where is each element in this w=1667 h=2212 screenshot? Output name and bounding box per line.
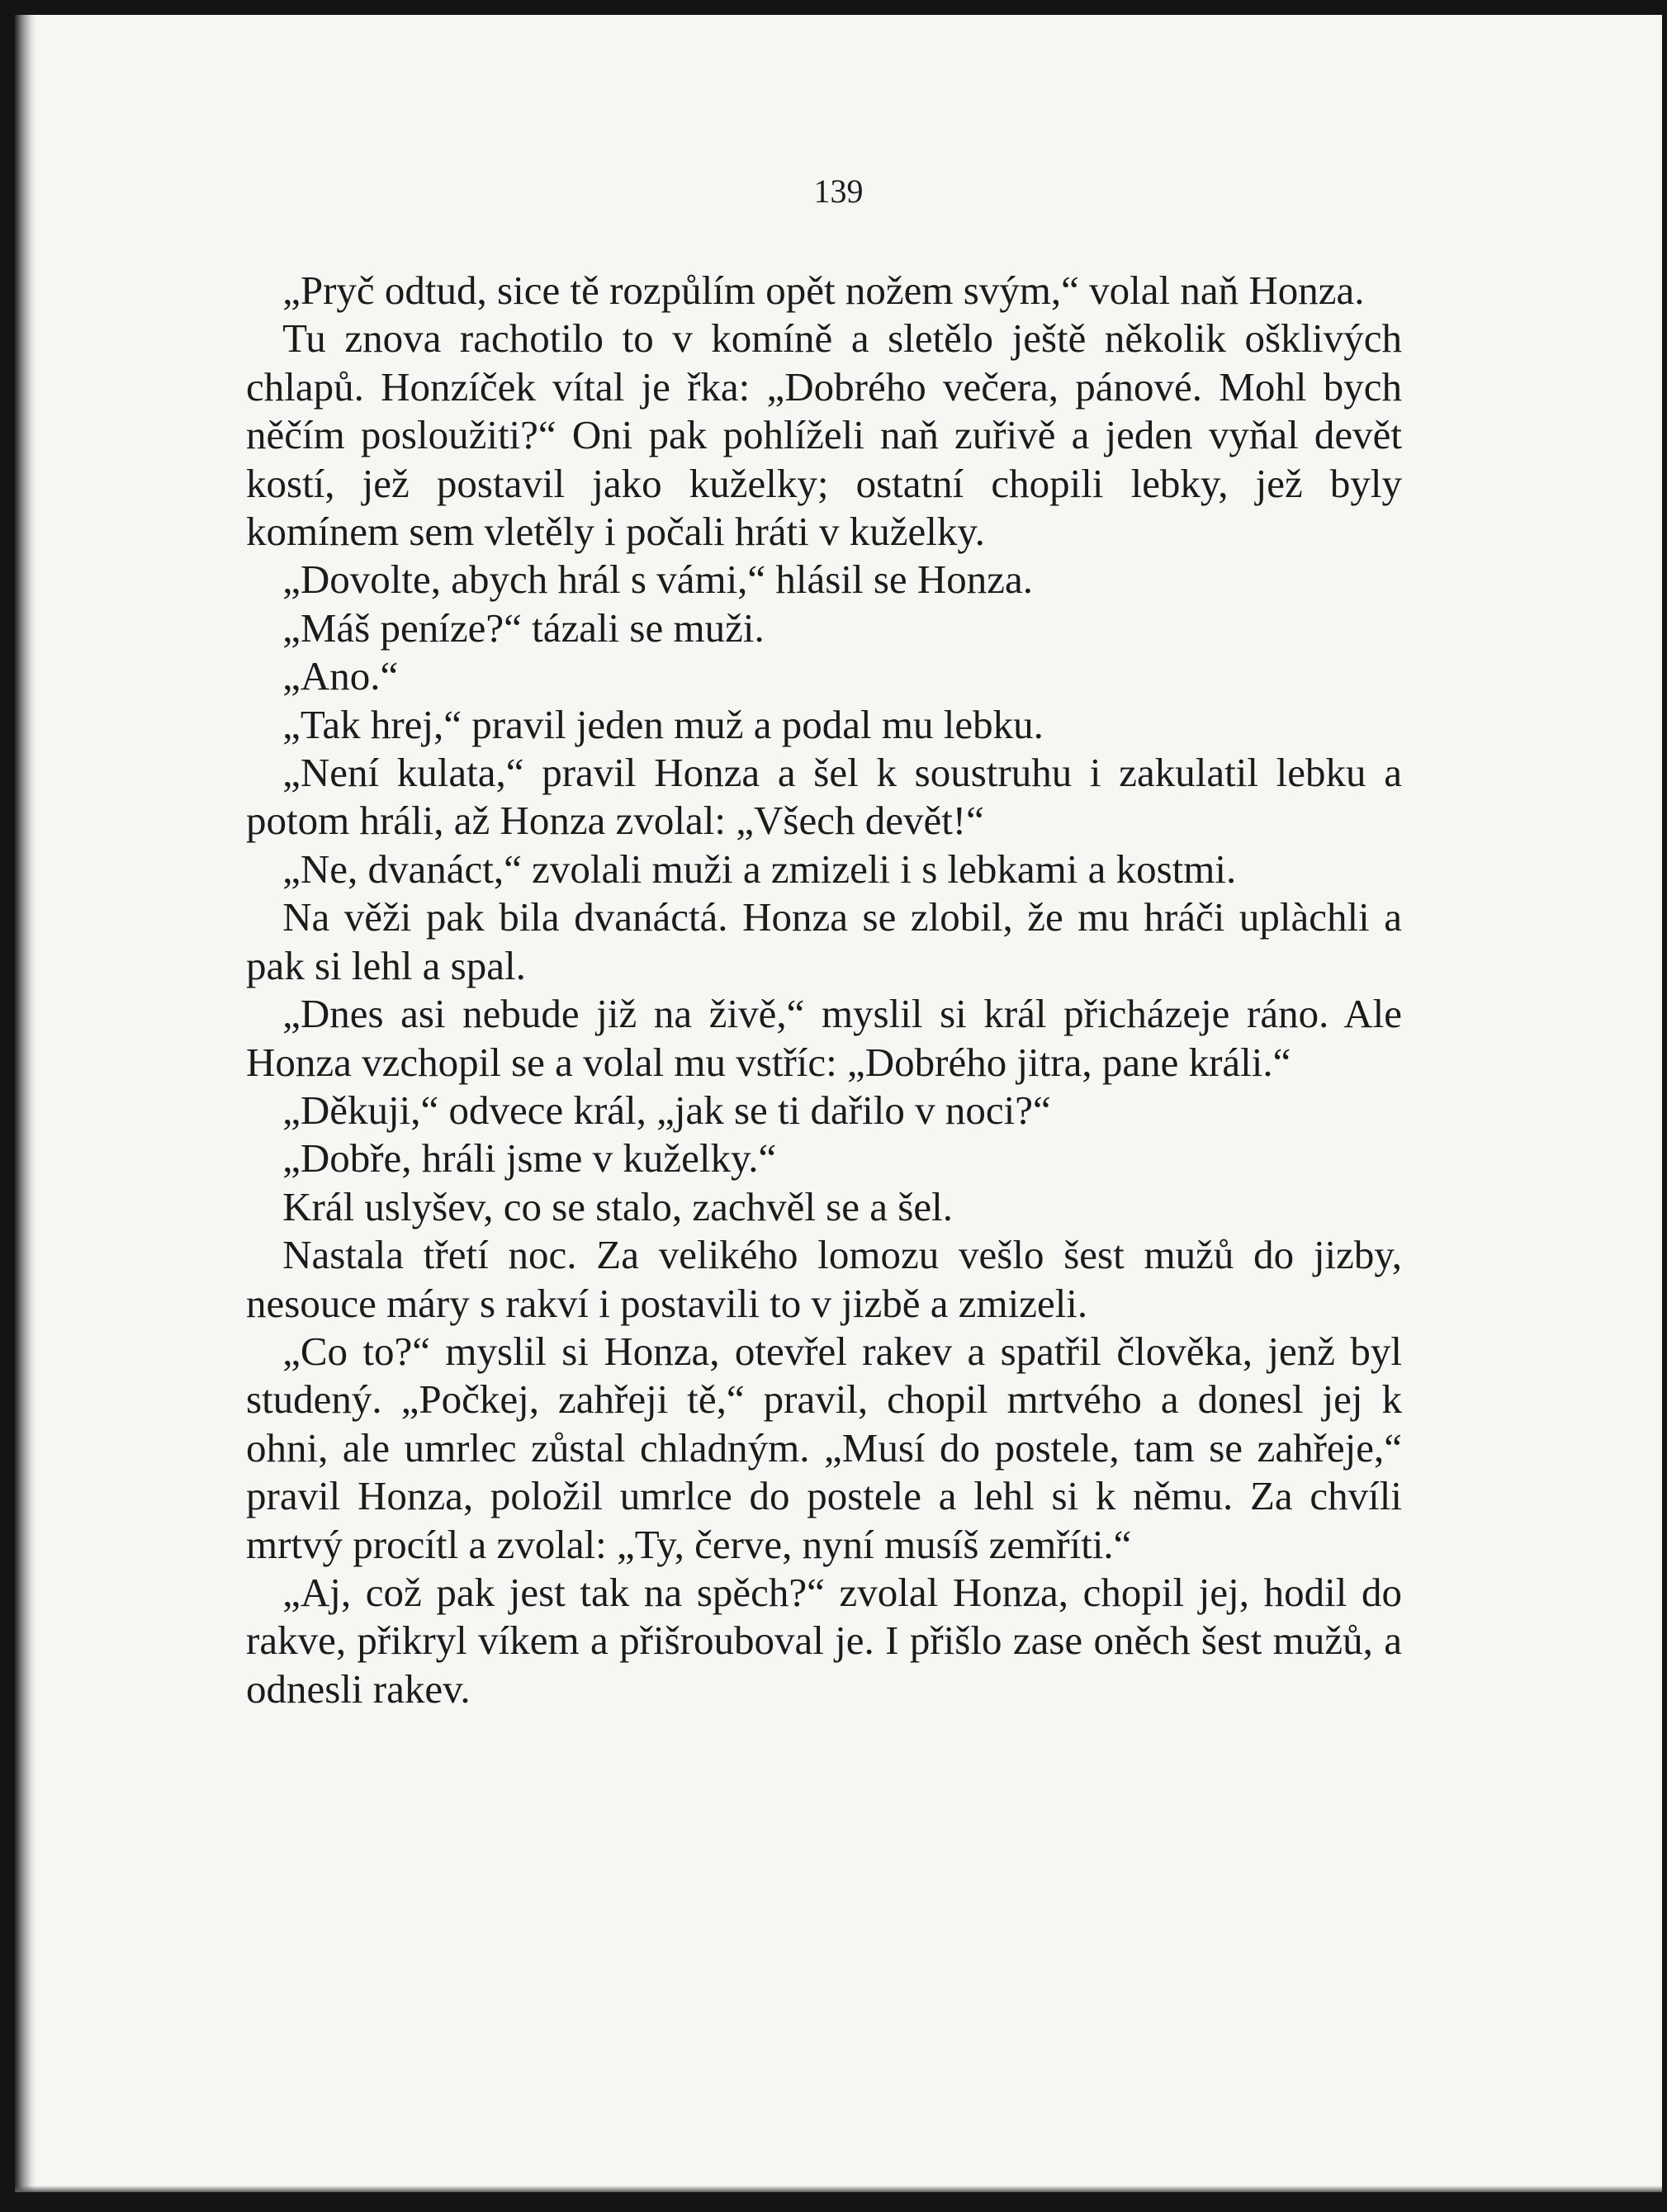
paragraph: Nastala třetí noc. Za velikého lomozu vešlo šest mužů do jizby, nesouce máry s rakví i postavili to v jizbě a zmizeli. bbox=[246, 1232, 1402, 1326]
paragraph: „Dovolte, abych hrál s vámi,“ hlásil se Honza. bbox=[282, 557, 1034, 603]
paragraph: „Děkuji,“ odvece král, „jak se ti dařilo v noci?“ bbox=[282, 1087, 1051, 1133]
paragraph: „Tak hrej,“ pravil jeden muž a podal mu lebku. bbox=[282, 701, 1044, 747]
paragraph: „Není kulata,“ pravil Honza a šel k soustruhu i zakulatil lebku a potom hráli, až Honza zvolal: „Všech devět!“ bbox=[246, 750, 1402, 844]
page-bottom-edge bbox=[15, 2186, 1662, 2192]
paragraph: „Dnes asi nebude již na živě,“ myslil si král přicházeje ráno. Ale Honza vzchopil se a volal mu vstříc: „Dobrého jitra, pane králi.“ bbox=[246, 991, 1402, 1085]
page-binding-shadow bbox=[15, 15, 36, 2192]
paragraph: Král uslyšev, co se stalo, zachvěl se a šel. bbox=[282, 1183, 953, 1229]
paragraph: „Ne, dvanáct,“ zvolali muži a zmizeli i s lebkami a kostmi. bbox=[282, 845, 1237, 892]
paragraph: „Co to?“ myslil si Honza, otevřel rakev a spatřil člověka, jenž byl studený. „Počkej, zahřeji tě,“ pravil, chopil mrtvého a donesl jej k ohni, ale umrlec zůstal chladným. „Musí do postele, tam se zahřeje,“ pravil Honza, položil umrlce do postele a lehl si k němu. Za chvíli mrtvý procítl a zvolal: „Ty, červe, nyní musíš zemříti.“ bbox=[246, 1328, 1402, 1567]
paragraph: „Ano.“ bbox=[282, 653, 399, 699]
paragraph: „Aj, což pak jest tak na spěch?“ zvolal Honza, chopil jej, hodil do rakve, přikryl víkem a přišrouboval je. I přišlo zase oněch šest mužů, a odnesli rakev. bbox=[246, 1569, 1402, 1712]
book-page bbox=[15, 15, 1662, 2192]
paragraph: „Pryč odtud, sice tě rozpůlím opět nožem svým,“ volal naň Honza. bbox=[282, 268, 1365, 313]
page-number: 139 bbox=[813, 173, 864, 210]
paragraph: „Máš peníze?“ tázali se muži. bbox=[282, 604, 765, 651]
paragraph: Tu znova rachotilo to v komíně a sletělo ještě několik ošklivých chlapů. Honzíček vítal je řka: „Dobrého večera, pánové. Mohl bych něčím posloužiti?“ Oni pak pohlíželi naň zuřivě a jeden vyňal devět kostí, jež postavil jako kuželky; ostatní chopili lebky, jež byly komínem sem vletěly i počali hráti v kuželky. bbox=[246, 315, 1402, 555]
body-text bbox=[246, 267, 1402, 1713]
paragraph: „Dobře, hráli jsme v kuželky.“ bbox=[282, 1135, 777, 1182]
paragraph: Na věži pak bila dvanáctá. Honza se zlobil, že mu hráči uplàchli a pak si lehl a spal. bbox=[246, 894, 1402, 988]
